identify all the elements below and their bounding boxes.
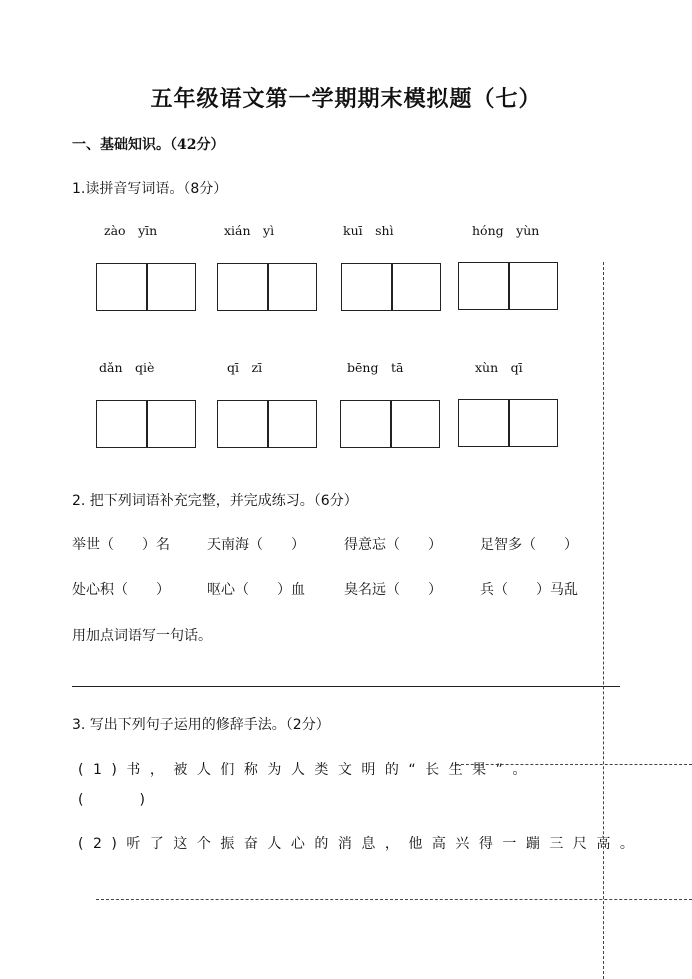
page-title: 五年级语文第一学期期末模拟题（七） xyxy=(150,86,542,112)
idiom-item: 足智多（ ） xyxy=(480,537,578,553)
answer-box[interactable] xyxy=(217,263,317,311)
answer-box[interactable] xyxy=(341,263,441,311)
idiom-item: 臭名远（ ） xyxy=(344,582,442,598)
answer-box[interactable] xyxy=(340,400,440,448)
pinyin-2: xián yì xyxy=(224,223,275,238)
q1-label: 1.读拼音写词语。（8分） xyxy=(72,181,228,197)
answer-box[interactable] xyxy=(217,400,317,448)
pinyin-1: zào yīn xyxy=(104,223,158,238)
idiom-item: 举世（ ）名 xyxy=(72,537,170,553)
idiom-item: 天南海（ ） xyxy=(207,537,305,553)
idiom-item: 兵（ ）马乱 xyxy=(480,582,578,598)
idiom-item: 得意忘（ ） xyxy=(344,537,442,553)
answer-box[interactable] xyxy=(458,262,558,310)
pinyin-4: hóng yùn xyxy=(472,223,540,238)
fold-dash-line xyxy=(456,764,692,765)
section-heading: 一、基础知识。（42分） xyxy=(72,137,225,153)
pinyin-8: xùn qī xyxy=(475,360,523,375)
pinyin-6: qī zī xyxy=(227,360,263,375)
answer-box[interactable] xyxy=(96,400,196,448)
answer-line[interactable] xyxy=(72,686,620,687)
idiom-item: 呕心（ ）血 xyxy=(207,582,305,598)
q3-sentence-2: (2)听了这个振奋人心的消息，他高兴得一蹦三尺高。 xyxy=(78,836,644,852)
q3-sentence-1: (1)书，被人们称为人类文明的“长生果”。 xyxy=(78,762,536,778)
answer-box[interactable] xyxy=(458,399,558,447)
q3-answer-blank[interactable]: ( ) xyxy=(78,792,145,808)
idiom-item: 处心积（ ） xyxy=(72,582,170,598)
pinyin-3: kuī shì xyxy=(343,223,394,238)
answer-box[interactable] xyxy=(96,263,196,311)
q3-label: 3. 写出下列句子运用的修辞手法。（2分） xyxy=(72,717,330,733)
q2-label: 2. 把下列词语补充完整，并完成练习。（6分） xyxy=(72,493,358,509)
q2-instruction: 用加点词语写一句话。 xyxy=(72,628,212,644)
pinyin-7: bēng tā xyxy=(347,360,404,375)
binding-dash-line xyxy=(603,262,604,979)
pinyin-5: dǎn qiè xyxy=(99,360,155,375)
